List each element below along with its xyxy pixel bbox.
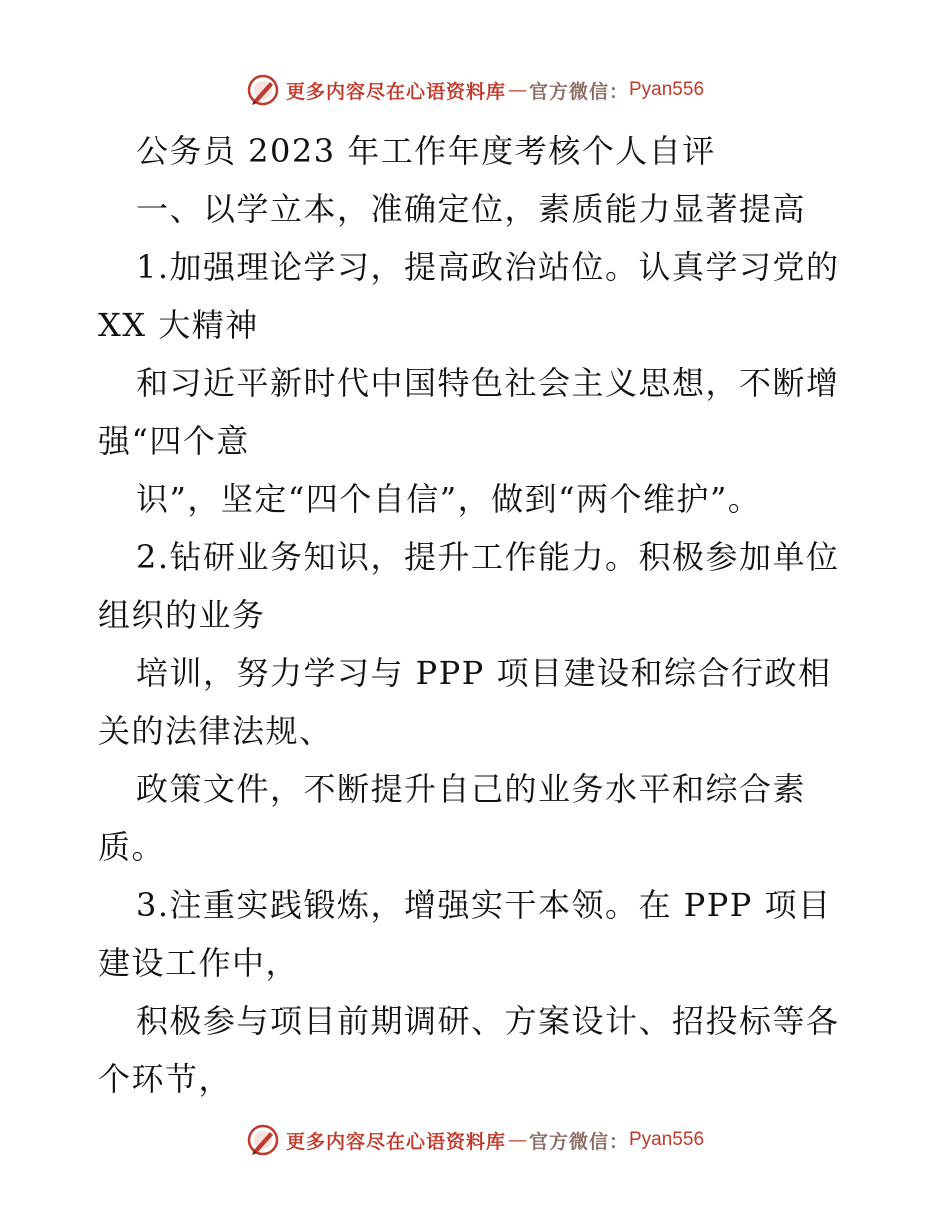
paragraph-line: 和习近平新时代中国特色社会主义思想，不断增 (136, 364, 840, 402)
paragraph-line: 培训，努力学习与 PPP 项目建设和综合行政相 (136, 654, 832, 692)
footer-banner (0, 1120, 950, 1160)
footer-banner-text (286, 1127, 704, 1154)
paragraph-line: 3.注重实践锻炼，增强实干本领。在 PPP 项目 (136, 886, 832, 924)
footer-dash: — (507, 1129, 527, 1151)
paragraph-line: 组织的业务 (98, 596, 266, 634)
header-wechat-id: Pyan556 (629, 79, 705, 100)
paragraph-line: 质。 (98, 828, 166, 866)
paragraph-line: 2.钻研业务知识，提升工作能力。积极参加单位 (136, 538, 840, 576)
document-title: 公务员 2023 年工作年度考核个人自评 (136, 132, 716, 170)
document-body (98, 122, 878, 1108)
pen-logo-icon (246, 1123, 280, 1157)
header-banner-text (286, 77, 704, 104)
footer-wechat-id: Pyan556 (629, 1129, 705, 1150)
paragraph-line: 识”，坚定“四个自信”，做到“两个维护”。 (136, 480, 762, 518)
header-wechat-label: 官方微信： (528, 80, 629, 103)
paragraph-line: XX 大精神 (98, 306, 259, 344)
paragraph-line: 1.加强理论学习，提高政治站位。认真学习党的 (136, 248, 840, 286)
paragraph-line: 个环节， (98, 1060, 233, 1098)
paragraph-line: 积极参与项目前期调研、方案设计、招投标等各 (136, 1002, 840, 1040)
footer-wechat-label: 官方微信： (528, 1130, 629, 1153)
header-banner (0, 70, 950, 110)
footer-site-name: 更多内容尽在心语资料库 (285, 1130, 506, 1153)
header-site-name: 更多内容尽在心语资料库 (285, 80, 506, 103)
header-dash: — (507, 79, 527, 101)
paragraph-line: 关的法律法规、 (98, 712, 333, 750)
section-heading-1: 一、以学立本，准确定位，素质能力显著提高 (136, 190, 807, 228)
paragraph-line: 建设工作中， (98, 944, 300, 982)
paragraph-line: 政策文件，不断提升自己的业务水平和综合素 (136, 770, 807, 808)
pen-logo-icon (246, 73, 280, 107)
paragraph-line: 强“四个意 (98, 422, 250, 460)
